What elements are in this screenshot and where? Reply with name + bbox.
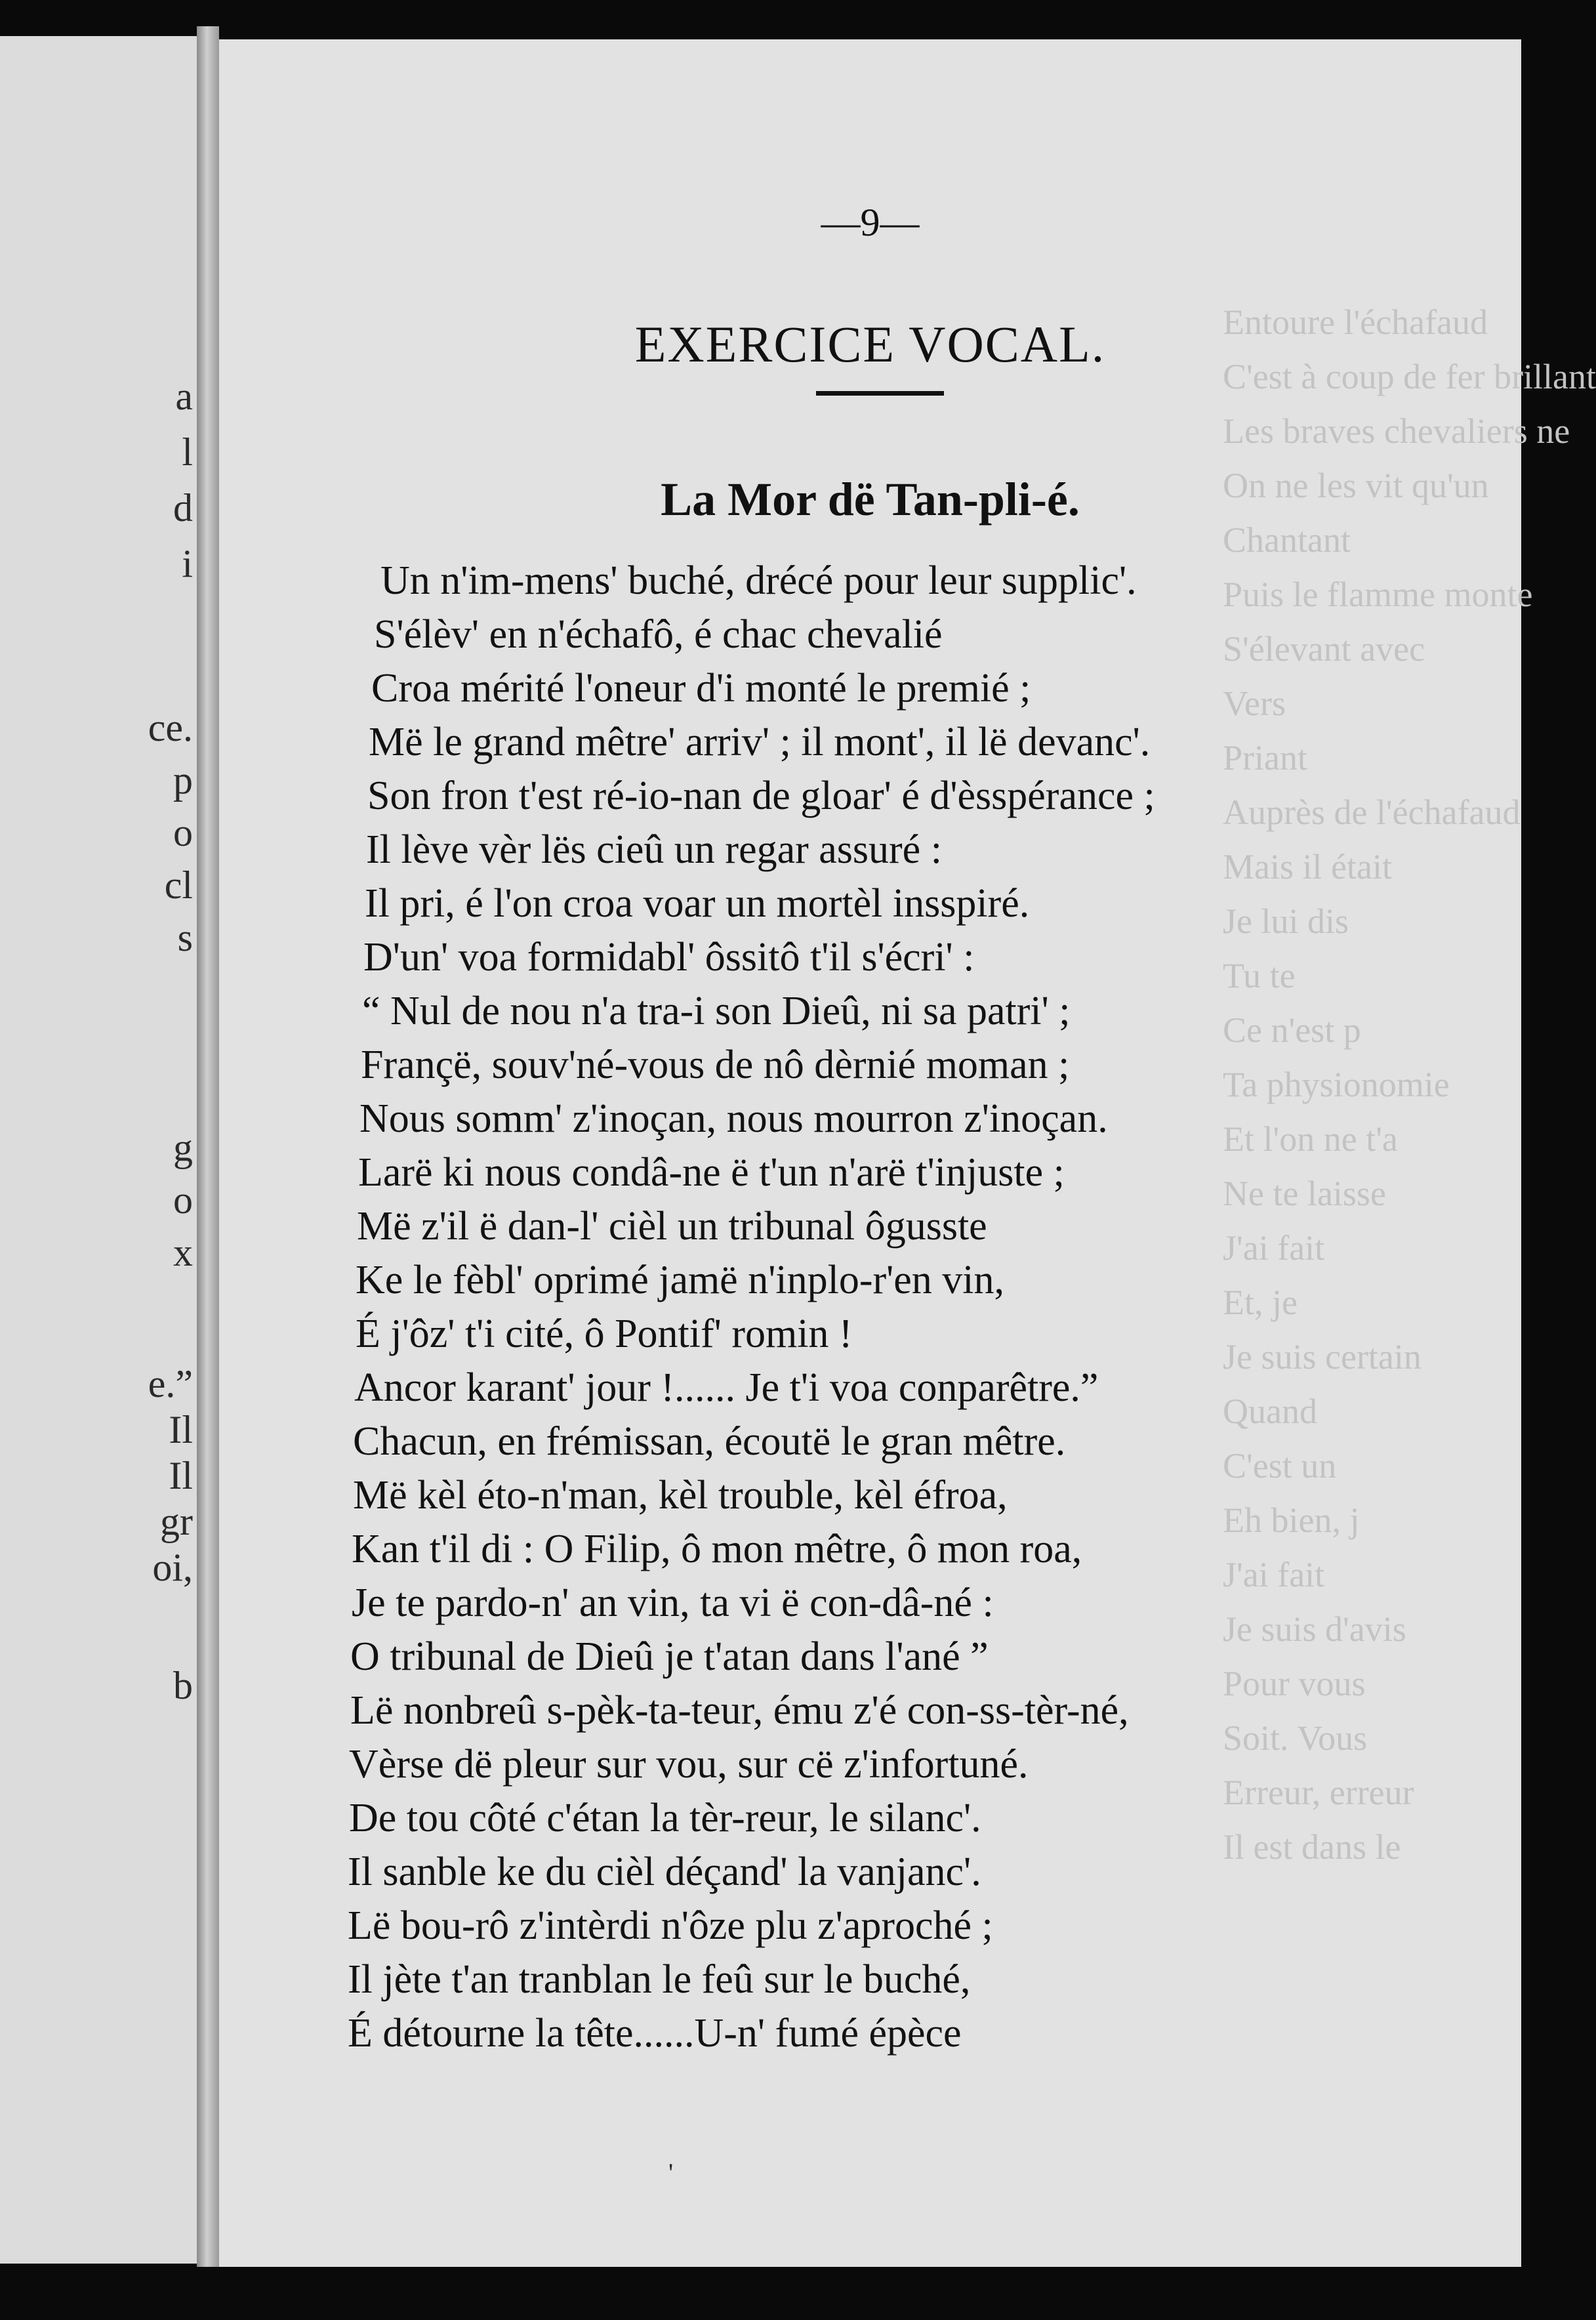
verse-line: Je te pardo-n' an vin, ta vi ë con-dâ-né : [352,1581,994,1625]
verse-line: Lë nonbreû s-pèk-ta-teur, ému z'é con-ss-tèr-né, [350,1688,1129,1733]
left-page-fragment: s [177,916,193,959]
verse-line: Françë, souv'né-vous de nô dèrnié moman ; [361,1043,1070,1087]
verse-line: S'élèv' en n'échafô, é chac chevalié [374,612,943,657]
left-page-fragment: g [173,1126,193,1169]
left-page-fragment: d [173,486,193,529]
verse-line: Lë bou-rô z'intèrdi n'ôze plu z'aproché ; [348,1903,993,1948]
left-page-fragment: o [173,811,193,854]
heading-rule [816,391,944,396]
verse-line: Më kèl éto-n'man, kèl trouble, kèl éfroa, [353,1473,1008,1518]
verse-line: Il pri, é l'on croa voar un mortèl insspiré. [365,881,1030,926]
verse-line: É détourne la tête......U-n' fumé épèce [348,2011,962,2056]
show-through-line: C'est à coup de fer brillant [1223,357,1596,396]
left-page-fragment: gr [160,1500,193,1543]
scan-bottom-edge [0,2267,1569,2320]
left-page-fragment: o [173,1178,193,1222]
show-through-line: Ta physionomie [1223,1065,1450,1104]
left-page-edge [0,36,197,2264]
show-through-line: Il est dans le [1223,1827,1401,1867]
verse-line: D'un' voa formidabl' ôssitô t'il s'écri' : [363,935,975,980]
verse-line: Il sanble ke du cièl déçand' la vanjanc'. [348,1850,981,1894]
verse-line: Il lève vèr lës cieû un regar assuré : [366,827,942,872]
show-through-line: Et l'on ne t'a [1223,1119,1398,1159]
left-page-fragment: i [182,542,193,585]
show-through-line: Les braves chevaliers ne [1223,411,1570,451]
show-through-line: Vers [1223,684,1286,723]
show-through-line: Puis le flamme monte [1223,575,1533,614]
verse-line: Vèrse dë pleur sur vou, sur cë z'infortuné. [349,1742,1029,1787]
show-through-line: Entoure l'échafaud [1223,302,1488,342]
verse-line: Croa mérité l'oneur d'i monté le premié ; [371,666,1031,711]
show-through-line: Je suis certain [1223,1337,1422,1377]
verse-line: Il jète t'an tranblan le feû sur le buché, [348,1957,971,2002]
show-through-line: Quand [1223,1392,1317,1431]
left-page-fragment: ce. [148,706,193,749]
verse-line: Kan t'il di : O Filip, ô mon mêtre, ô mon roa, [352,1527,1082,1571]
show-through-line: Eh bien, j [1223,1501,1360,1540]
show-through-line: Tu te [1223,956,1296,995]
verse-line: Ancor karant' jour !...... Je t'i voa conparêtre.” [354,1365,1099,1410]
verse-line: Ke le fèbl' oprimé jamë n'inplo-r'en vin, [356,1258,1005,1302]
section-heading: EXERCICE VOCAL. [634,316,1106,373]
show-through-line: S'élevant avec [1223,629,1425,669]
page-fold [197,26,219,2270]
show-through-line: Ne te laisse [1223,1174,1386,1213]
left-page-fragment: x [173,1231,193,1274]
show-through-line: Pour vous [1223,1664,1366,1703]
verse-line: Më z'il ë dan-l' cièl un tribunal ôgusste [357,1204,987,1249]
verse-line: Larë ki nous condâ-ne ë t'un n'arë t'injuste ; [358,1150,1065,1195]
show-through-line: Ce n'est p [1223,1010,1361,1050]
left-page-fragment: a [175,375,193,418]
left-page-fragment: e.” [148,1362,193,1405]
poem-title: La Mor dë Tan-pli-é. [661,473,1080,526]
verse-line: O tribunal de Dieû je t'atan dans l'ané ” [350,1634,989,1679]
verse-line: Son fron t'est ré-io-nan de gloar' é d'èsspérance ; [367,774,1155,818]
verse-line: “ Nul de nou n'a tra-i son Dieû, ni sa patri' ; [362,989,1071,1033]
verse-line: Nous somm' z'inoçan, nous mourron z'inoçan. [359,1096,1108,1141]
show-through-line: Priant [1223,738,1307,777]
show-through-line: Je lui dis [1223,901,1349,941]
poem-body [348,554,1515,2060]
verse-line: Më le grand mêtre' arriv' ; il mont', il lë devanc'. [369,720,1151,764]
left-page-fragment: oi, [152,1546,193,1589]
left-page-fragment: cl [164,863,193,907]
show-through-line: J'ai fait [1223,1555,1325,1594]
left-page-fragment: p [173,758,193,802]
show-through-line: Erreur, erreur [1223,1773,1414,1812]
verse-line: De tou côté c'étan la tèr-reur, le silanc'. [349,1796,981,1840]
show-through-line: Chantant [1223,520,1351,560]
show-through-line: Et, je [1223,1283,1298,1322]
verse-line: Chacun, en frémissan, écoutë le gran mêtre. [353,1419,1066,1464]
left-page-fragment: l [182,430,193,474]
show-through-line: Mais il était [1223,847,1392,886]
page-number: —9— [821,201,920,244]
left-page-fragment: b [173,1664,193,1707]
verse-line: É j'ôz' t'i cité, ô Pontif' romin ! [356,1312,853,1356]
left-page-fragment: Il [169,1408,193,1451]
show-through-line: On ne les vit qu'un [1223,466,1489,505]
show-through-line: Je suis d'avis [1223,1609,1406,1649]
show-through-line: J'ai fait [1223,1228,1325,1268]
right-page [219,39,1596,2267]
show-through-line: Soit. Vous [1223,1718,1368,1758]
left-page-fragment: Il [169,1454,193,1497]
show-through-line: Auprès de l'échafaud [1223,793,1521,832]
show-through-line: C'est un [1223,1446,1337,1485]
verse-line: Un n'im-mens' buché, drécé pour leur supplic'. [380,558,1137,603]
bottom-mark: ' [668,2158,674,2187]
